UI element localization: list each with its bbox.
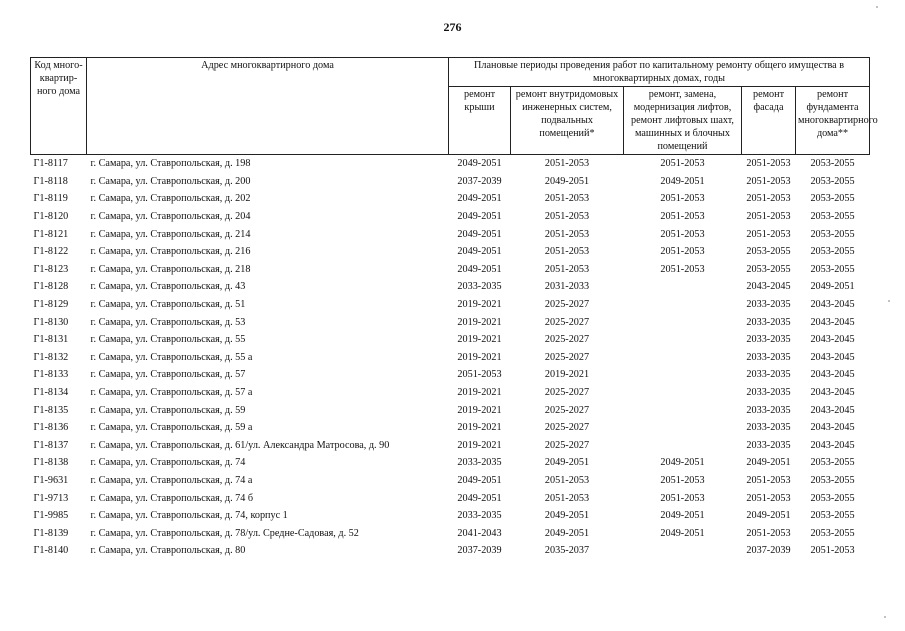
scan-artifact xyxy=(876,6,878,8)
row-elevators: 2051-2053 xyxy=(660,211,705,223)
row-internal-systems: 2025-2027 xyxy=(544,351,590,363)
table-body xyxy=(31,155,870,560)
row-elevators: 2051-2053 xyxy=(660,474,705,486)
row-address: г. Самара, ул. Ставропольская, д. 204 xyxy=(90,211,251,223)
row-internal-systems: 2049-2051 xyxy=(544,527,590,539)
row-facade: 2051-2053 xyxy=(746,193,791,205)
row-facade: 2033-2035 xyxy=(746,387,791,399)
row-code: Г1-8133 xyxy=(33,369,69,381)
row-foundation: 2053-2055 xyxy=(810,193,855,205)
row-facade: 2033-2035 xyxy=(746,404,791,416)
row-code: Г1-9985 xyxy=(33,510,69,522)
row-internal-systems: 2025-2027 xyxy=(544,299,590,311)
row-roof: 2041-2043 xyxy=(457,527,502,539)
header-code: Код много-квартир-ного дома xyxy=(31,58,87,155)
row-internal-systems: 2051-2053 xyxy=(544,211,590,223)
row-roof: 2037-2039 xyxy=(457,175,502,187)
row-facade: 2033-2035 xyxy=(746,334,791,346)
row-roof: 2049-2051 xyxy=(457,246,502,258)
row-roof: 2049-2051 xyxy=(457,263,502,275)
row-address: г. Самара, ул. Ставропольская, д. 214 xyxy=(90,228,251,240)
header-periods: Плановые периоды проведения работ по капитальному ремонту общего имущества в многоквартирных домах, годы xyxy=(449,58,870,87)
row-roof: 2037-2039 xyxy=(457,545,502,557)
table-row xyxy=(31,384,870,402)
table-row xyxy=(31,331,870,349)
row-foundation: 2053-2055 xyxy=(810,457,855,469)
row-foundation: 2053-2055 xyxy=(810,211,855,223)
row-foundation: 2051-2053 xyxy=(810,545,855,557)
row-elevators: 2049-2051 xyxy=(660,527,705,539)
row-internal-systems: 2051-2053 xyxy=(544,193,590,205)
row-facade: 2051-2053 xyxy=(746,527,791,539)
header-elevators: ремонт, замена, модернизация лифтов, ремонт лифтовых шахт, машинных и блочных помещений xyxy=(624,87,742,155)
row-code: Г1-8119 xyxy=(33,193,68,205)
scan-artifact xyxy=(884,616,886,618)
row-internal-systems: 2051-2053 xyxy=(544,158,590,170)
row-facade: 2051-2053 xyxy=(746,474,791,486)
row-internal-systems: 2019-2021 xyxy=(544,369,590,381)
table-header xyxy=(31,58,878,155)
row-foundation: 2043-2045 xyxy=(810,351,855,363)
row-code: Г1-8135 xyxy=(33,404,69,416)
row-address: г. Самара, ул. Ставропольская, д. 43 xyxy=(90,281,246,293)
table-row xyxy=(31,419,870,437)
row-elevators: 2049-2051 xyxy=(660,457,705,469)
row-elevators: 2051-2053 xyxy=(660,246,705,258)
row-code: Г1-8123 xyxy=(33,263,69,275)
row-address: г. Самара, ул. Ставропольская, д. 74, корпус 1 xyxy=(90,510,288,522)
row-code: Г1-8131 xyxy=(33,334,69,346)
row-facade: 2051-2053 xyxy=(746,492,791,504)
table-row xyxy=(31,173,870,191)
row-facade: 2037-2039 xyxy=(746,545,791,557)
row-facade: 2053-2055 xyxy=(746,246,791,258)
row-code: Г1-8134 xyxy=(33,387,69,399)
row-foundation: 2053-2055 xyxy=(810,263,855,275)
row-elevators xyxy=(624,384,742,402)
row-address: г. Самара, ул. Ставропольская, д. 74 xyxy=(90,457,246,469)
row-roof: 2049-2051 xyxy=(457,228,502,240)
row-internal-systems: 2031-2033 xyxy=(544,281,590,293)
row-facade: 2033-2035 xyxy=(746,439,791,451)
page-number: 276 xyxy=(443,20,462,34)
table-row xyxy=(31,349,870,367)
row-roof: 2019-2021 xyxy=(457,351,502,363)
row-address: г. Самара, ул. Ставропольская, д. 53 xyxy=(90,316,246,328)
row-facade: 2033-2035 xyxy=(746,369,791,381)
row-roof: 2049-2051 xyxy=(457,474,502,486)
header-address: Адрес многоквартирного дома xyxy=(87,58,449,155)
row-foundation: 2053-2055 xyxy=(810,527,855,539)
row-foundation: 2043-2045 xyxy=(810,439,855,451)
table-row xyxy=(31,190,870,208)
row-elevators xyxy=(624,437,742,455)
row-foundation: 2043-2045 xyxy=(810,404,855,416)
row-internal-systems: 2049-2051 xyxy=(544,175,590,187)
row-code: Г1-8117 xyxy=(33,158,68,170)
row-address: г. Самара, ул. Ставропольская, д. 74 б xyxy=(90,492,254,504)
row-internal-systems: 2051-2053 xyxy=(544,474,590,486)
row-internal-systems: 2025-2027 xyxy=(544,316,590,328)
row-elevators xyxy=(624,542,742,560)
row-address: г. Самара, ул. Ставропольская, д. 78/ул. Средне-Садовая, д. 52 xyxy=(90,527,359,539)
row-elevators: 2051-2053 xyxy=(660,228,705,240)
row-facade: 2043-2045 xyxy=(746,281,791,293)
row-facade: 2033-2035 xyxy=(746,422,791,434)
row-internal-systems: 2025-2027 xyxy=(544,387,590,399)
header-roof: ремонт крыши xyxy=(449,87,511,155)
table-row xyxy=(31,489,870,507)
row-facade: 2033-2035 xyxy=(746,299,791,311)
row-elevators: 2051-2053 xyxy=(660,263,705,275)
row-address: г. Самара, ул. Ставропольская, д. 216 xyxy=(90,246,251,258)
repair-schedule-table xyxy=(30,57,878,560)
row-code: Г1-8122 xyxy=(33,246,69,258)
row-foundation: 2043-2045 xyxy=(810,334,855,346)
table-row xyxy=(31,524,870,542)
row-internal-systems: 2025-2027 xyxy=(544,439,590,451)
table-row xyxy=(31,313,870,331)
row-code: Г1-8137 xyxy=(33,439,69,451)
row-facade: 2049-2051 xyxy=(746,510,791,522)
row-code: Г1-8118 xyxy=(33,175,68,187)
row-foundation: 2053-2055 xyxy=(810,158,855,170)
table-row xyxy=(31,437,870,455)
row-roof: 2019-2021 xyxy=(457,439,502,451)
table-row xyxy=(31,278,870,296)
row-code: Г1-8132 xyxy=(33,351,69,363)
row-roof: 2019-2021 xyxy=(457,299,502,311)
row-code: Г1-8120 xyxy=(33,211,69,223)
table-row xyxy=(31,225,870,243)
row-elevators xyxy=(624,401,742,419)
row-code: Г1-8139 xyxy=(33,527,69,539)
row-foundation: 2053-2055 xyxy=(810,474,855,486)
row-internal-systems: 2049-2051 xyxy=(544,510,590,522)
row-address: г. Самара, ул. Ставропольская, д. 55 xyxy=(90,334,246,346)
row-facade: 2053-2055 xyxy=(746,263,791,275)
table-row xyxy=(31,454,870,472)
row-internal-systems: 2049-2051 xyxy=(544,457,590,469)
row-elevators xyxy=(624,366,742,384)
row-address: г. Самара, ул. Ставропольская, д. 57 а xyxy=(90,387,253,399)
row-roof: 2019-2021 xyxy=(457,404,502,416)
row-elevators xyxy=(624,349,742,367)
table-row xyxy=(31,155,870,173)
row-foundation: 2053-2055 xyxy=(810,492,855,504)
table-row xyxy=(31,366,870,384)
table-row xyxy=(31,401,870,419)
row-internal-systems: 2025-2027 xyxy=(544,422,590,434)
row-code: Г1-8130 xyxy=(33,316,69,328)
table-row xyxy=(31,507,870,525)
table-row xyxy=(31,472,870,490)
row-facade: 2051-2053 xyxy=(746,175,791,187)
table-row xyxy=(31,261,870,279)
row-roof: 2019-2021 xyxy=(457,387,502,399)
row-foundation: 2053-2055 xyxy=(810,175,855,187)
row-elevators: 2049-2051 xyxy=(660,175,705,187)
row-roof: 2019-2021 xyxy=(457,422,502,434)
row-internal-systems: 2025-2027 xyxy=(544,334,590,346)
table-row xyxy=(31,243,870,261)
header-facade: ремонт фасада xyxy=(742,87,796,155)
row-roof: 2049-2051 xyxy=(457,193,502,205)
row-elevators: 2051-2053 xyxy=(660,492,705,504)
row-internal-systems: 2051-2053 xyxy=(544,492,590,504)
scan-artifact xyxy=(888,300,890,302)
row-facade: 2033-2035 xyxy=(746,351,791,363)
row-elevators: 2051-2053 xyxy=(660,193,705,205)
table-row xyxy=(31,296,870,314)
row-address: г. Самара, ул. Ставропольская, д. 61/ул. Александра Матросова, д. 90 xyxy=(90,439,390,451)
table-row xyxy=(31,542,870,560)
row-internal-systems: 2035-2037 xyxy=(544,545,590,557)
row-address: г. Самара, ул. Ставропольская, д. 218 xyxy=(90,263,251,275)
row-elevators xyxy=(624,331,742,349)
row-address: г. Самара, ул. Ставропольская, д. 59 xyxy=(90,404,246,416)
row-elevators xyxy=(624,278,742,296)
row-foundation: 2049-2051 xyxy=(810,281,855,293)
row-elevators xyxy=(624,313,742,331)
row-code: Г1-8128 xyxy=(33,281,69,293)
row-roof: 2033-2035 xyxy=(457,510,502,522)
row-address: г. Самара, ул. Ставропольская, д. 57 xyxy=(90,369,246,381)
row-facade: 2033-2035 xyxy=(746,316,791,328)
row-internal-systems: 2051-2053 xyxy=(544,228,590,240)
row-foundation: 2053-2055 xyxy=(810,246,855,258)
row-elevators xyxy=(624,419,742,437)
row-address: г. Самара, ул. Ставропольская, д. 55 а xyxy=(90,351,253,363)
row-code: Г1-8136 xyxy=(33,422,69,434)
header-foundation: ремонт фундамента многоквартирного дома** xyxy=(796,87,870,155)
row-address: г. Самара, ул. Ставропольская, д. 80 xyxy=(90,545,246,557)
row-address: г. Самара, ул. Ставропольская, д. 51 xyxy=(90,299,246,311)
row-foundation: 2043-2045 xyxy=(810,422,855,434)
row-address: г. Самара, ул. Ставропольская, д. 202 xyxy=(90,193,251,205)
row-code: Г1-8140 xyxy=(33,545,69,557)
row-address: г. Самара, ул. Ставропольская, д. 74 а xyxy=(90,474,253,486)
row-roof: 2049-2051 xyxy=(457,492,502,504)
row-foundation: 2043-2045 xyxy=(810,316,855,328)
row-internal-systems: 2025-2027 xyxy=(544,404,590,416)
row-internal-systems: 2051-2053 xyxy=(544,263,590,275)
row-roof: 2051-2053 xyxy=(457,369,502,381)
row-facade: 2051-2053 xyxy=(746,211,791,223)
row-address: г. Самара, ул. Ставропольская, д. 59 а xyxy=(90,422,253,434)
row-foundation: 2053-2055 xyxy=(810,228,855,240)
row-code: Г1-9631 xyxy=(33,474,69,486)
row-facade: 2051-2053 xyxy=(746,228,791,240)
row-code: Г1-8121 xyxy=(33,228,69,240)
row-address: г. Самара, ул. Ставропольская, д. 198 xyxy=(90,158,251,170)
row-roof: 2049-2051 xyxy=(457,158,502,170)
row-roof: 2049-2051 xyxy=(457,211,502,223)
header-internal-systems: ремонт внутридомовых инженерных систем, подвальных помещений* xyxy=(511,87,624,155)
row-facade: 2051-2053 xyxy=(746,158,791,170)
table-row xyxy=(31,208,870,226)
row-roof: 2019-2021 xyxy=(457,334,502,346)
row-code: Г1-8129 xyxy=(33,299,69,311)
row-foundation: 2043-2045 xyxy=(810,369,855,381)
row-roof: 2033-2035 xyxy=(457,281,502,293)
row-roof: 2019-2021 xyxy=(457,316,502,328)
row-elevators: 2051-2053 xyxy=(660,158,705,170)
row-facade: 2049-2051 xyxy=(746,457,791,469)
row-foundation: 2043-2045 xyxy=(810,387,855,399)
row-code: Г1-9713 xyxy=(33,492,69,504)
row-code: Г1-8138 xyxy=(33,457,69,469)
row-elevators: 2049-2051 xyxy=(660,510,705,522)
row-elevators xyxy=(624,296,742,314)
row-roof: 2033-2035 xyxy=(457,457,502,469)
row-foundation: 2043-2045 xyxy=(810,299,855,311)
row-foundation: 2053-2055 xyxy=(810,510,855,522)
row-internal-systems: 2051-2053 xyxy=(544,246,590,258)
row-address: г. Самара, ул. Ставропольская, д. 200 xyxy=(90,175,251,187)
